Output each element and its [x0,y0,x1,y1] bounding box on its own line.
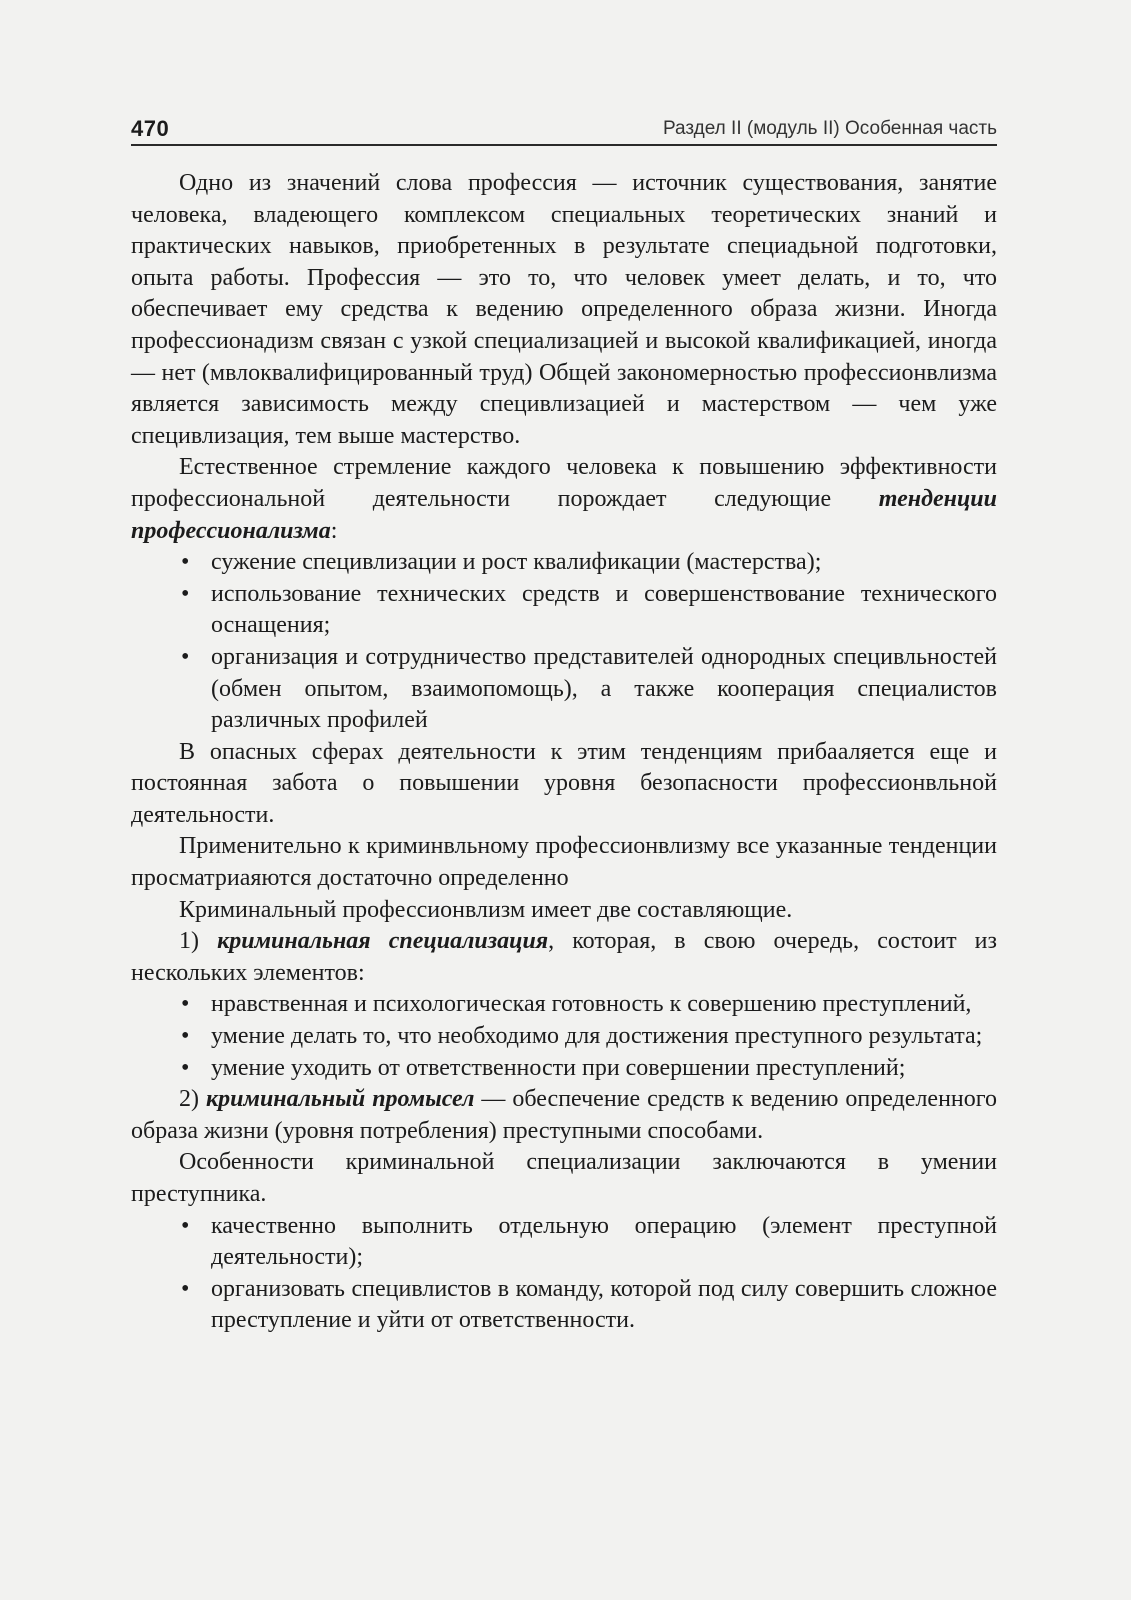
list-item-text: умение уходить от ответственности при совершении преступлений; [211,1054,906,1081]
paragraph-text: 1) [179,928,218,955]
bullet-icon: • [181,1054,190,1081]
paragraph-text: , которая, в свою очередь, состоит из нескольких элементов: [131,928,997,986]
paragraph [131,452,997,547]
emphasis-term: тенденции профессионализма [131,485,997,544]
bullet-icon: • [181,991,190,1018]
paragraph: Криминальный профессионвлизм имеет две составляющие. [179,896,793,923]
list-item-text: использование технических средств и совершенствование технического оснащения; [211,580,997,639]
page-header [131,112,997,146]
list-item [181,547,997,579]
bullet-list [131,989,997,1084]
paragraph: Особенности криминальной специализации заключаются в умении преступника. [131,1149,997,1207]
bullet-icon: • [181,1023,190,1050]
list-item-text: сужение специвлизации и рост квалификации (мастерства); [211,549,822,576]
list-item-text: организовать специвлистов в команду, которой под силу совершить сложное преступление и уйти от ответственности. [211,1275,997,1334]
list-item [181,1021,997,1053]
emphasis-term: криминальная специализация [217,928,549,955]
list-item-text: качественно выполнить отдельную операцию (элемент преступной деятельности); [211,1212,997,1271]
paragraph-text: Естественное стремление каждого человека к повышению эффективности профессиональной деятельности порождает следующие [131,454,997,512]
bullet-list [131,547,997,737]
paragraph-text: : [330,517,338,544]
list-item [181,989,997,1021]
page-body [131,168,997,1337]
bullet-icon: • [181,580,190,607]
bullet-icon: • [181,1275,190,1302]
running-head: Раздел II (модуль II) Особенная часть [662,118,997,139]
bullet-icon: • [181,643,190,670]
paragraph: Одно из значений слова профессия — источник существования, занятие человека, владеющего комплексом специальных теоретических знаний и практических навыков, приобретенных в результате специадьной подготовки, опыта работы. Профессия — это то, что человек умеет делать, и то, что обеспечивает ему средства к ведению определенного образа жизни. Иногда профессионадизм связан с узкой специализацией и высокой квалификацией, иногда — нет (мвлоквалифицированный труд) Общей закономерностью профессионвлизма является зависимость между специвлизацией и мастерством — чем уже специвлизация, тем выше мастерство. [131,170,997,449]
list-item [181,1274,997,1337]
bullet-icon: • [181,549,190,576]
paragraph [131,926,997,989]
paragraph [131,1084,997,1147]
paragraph-text: 2) [179,1086,206,1113]
paragraph-text: — обеспечение средств к ведению определенного образа жизни (уровня потребления) преступными способами. [131,1086,998,1144]
list-item-text: умение делать то, что необходимо для достижения преступного результата; [211,1023,983,1050]
paragraph: В опасных сферах деятельности к этим тенденциям прибааляется еще и постоянная забота о повышении уровня безопасности профессионвльной деятельности. [131,738,997,828]
list-item [181,642,997,737]
list-item-text: организация и сотрудничество представителей однородных специвльностей (обмен опытом, взаимопомощь), а также кооперация специалистов различных профилей [211,643,997,734]
paragraph: Применительно к криминвльному профессионвлизму все указанные тенденции просматриаяются достаточно определенно [131,833,997,892]
bullet-icon: • [181,1212,190,1239]
page-number: 470 [131,116,170,141]
list-item [181,1211,997,1274]
emphasis-term: криминальный промысел [205,1086,475,1113]
list-item-text: нравственная и психологическая готовность к совершению преступлений, [211,991,972,1018]
bullet-list [131,1211,997,1337]
list-item [181,579,997,642]
list-item [181,1053,997,1085]
